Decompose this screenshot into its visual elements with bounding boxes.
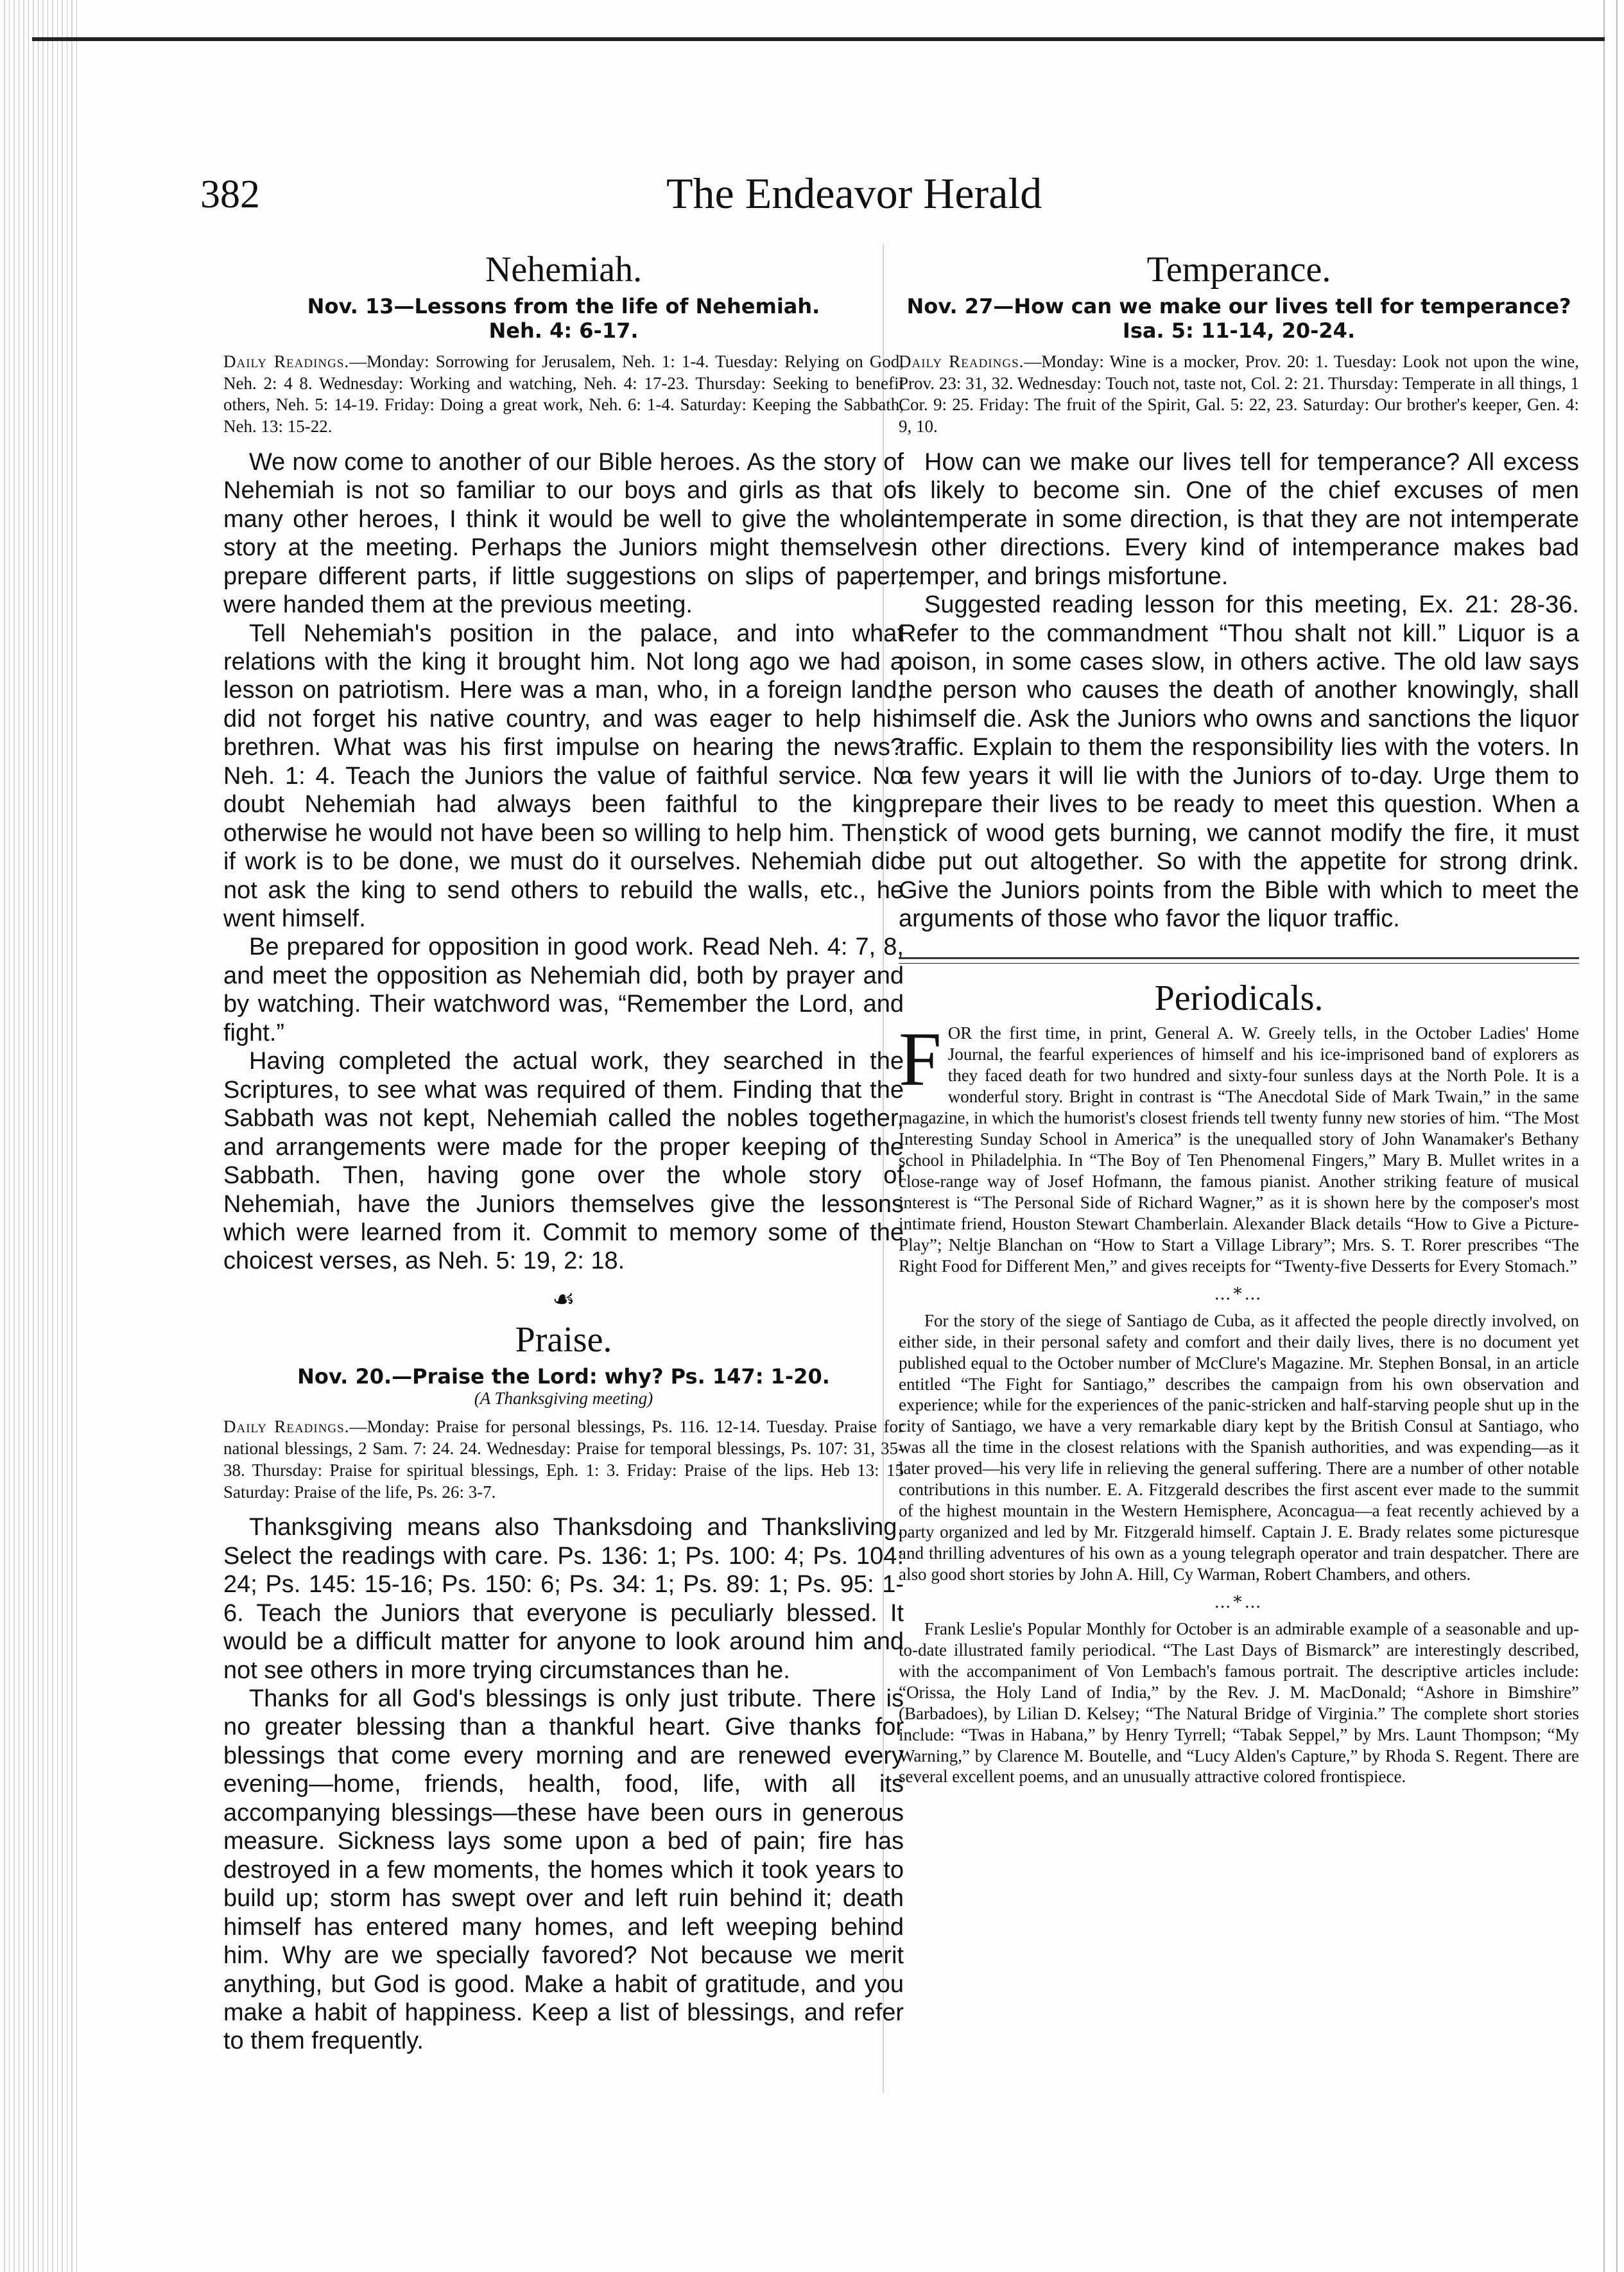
lesson-reference: Neh. 4: 6-17.: [488, 318, 639, 343]
binding-edge-left: [0, 0, 77, 2272]
lesson-heading: Nov. 13—Lessons from the life of Nehemiah.: [307, 294, 820, 318]
lesson-subtitle: (A Thanksgiving meeting): [474, 1389, 653, 1409]
paragraph: How can we make our lives tell for temperance? All excess is likely to become sin. One of the chief excuses of men intemperate in some direction, is that they are not intemperate in other directions. Every kind of intemperance makes bad temper, and brings misfortune.: [899, 448, 1579, 590]
page-number: 382: [200, 173, 260, 216]
daily-readings: [899, 351, 1579, 438]
section-title-periodicals: Periodicals.: [1154, 978, 1324, 1019]
double-rule: [899, 957, 1579, 964]
paragraph: Thanksgiving means also Thanksdoing and Thanksliving. Select the readings with care. Ps. 136: 1; Ps. 100: 4; Ps. 104: 24; Ps. 145: 15-16; Ps. 150: 6; Ps. 34: 1; Ps. 89: 1; Ps. 95: 1-6. Teach the Juniors that everyone is peculiarly blessed. It would be a difficult matter for anyone to look around him and not see others in more trying circumstances than he.: [223, 1514, 904, 1684]
drop-cap: F: [899, 1016, 942, 1102]
section-nehemiah: [223, 249, 904, 1276]
readings-text: —Monday: Wine is a mocker, Prov. 20: 1. Tuesday: Look not upon the wine, Prov. 23: 31, 32. Wednesday: Touch not, taste not, Col. 2: 21. Thursday: Temperate in all things, 1 Cor. 9: 25. Friday: The fruit of the Spirit, Gal. 5: 22, 23. Saturday: Our brother's keeper, Gen. 4: 9, 10.: [899, 351, 1579, 437]
ornament-hand-icon: ☙: [552, 1284, 575, 1314]
section-title-praise: Praise.: [515, 1319, 612, 1360]
magazine-title: The Endeavor Herald: [666, 169, 1042, 218]
lesson-heading: Nov. 27—How can we make our lives tell for temperance? Isa. 5: 11-14, 20-24.: [906, 294, 1571, 343]
paragraph: Be prepared for opposition in good work. Read Neh. 4: 7, 8, and meet the opposition as Nehemiah did, both by prayer and by watching. Their watchword was, “Remember the Lord, and fight.”: [223, 933, 904, 1046]
paragraph: We now come to another of our Bible heroes. As the story of Nehemiah is not so familiar to our boys and girls as that of many other heroes, I think it would be well to give the whole story at the meeting. Perhaps the Juniors might themselves prepare different parts, if little suggestions on slips of paper, were handed them at the previous meeting.: [223, 448, 904, 619]
section-title-nehemiah: Nehemiah.: [485, 250, 643, 290]
section-praise: [223, 1319, 904, 2056]
readings-label: Daily Readings.: [223, 351, 350, 371]
daily-readings: [223, 351, 904, 438]
readings-text: —Monday: Praise for personal blessings, Ps. 116. 12-14. Tuesday. Praise for national blessings, 2 Sam. 7: 24. 24. Wednesday: Praise for temporal blessings, Ps. 107: 31, 35-38. Thursday: Praise for spiritual blessings, Eph. 1: 3. Friday: Praise of the lips. Heb 13: 15 Saturday: Praise of the life, Ps. 26: 3-7.: [223, 1417, 904, 1502]
lesson-heading: Nov. 20.—Praise the Lord: why? Ps. 147: 1-20.: [297, 1364, 830, 1389]
section-title-temperance: Temperance.: [1146, 250, 1331, 290]
section-periodicals: [899, 978, 1579, 1787]
readings-label: Daily Readings.: [899, 351, 1024, 371]
paragraph: Thanks for all God's blessings is only just tribute. There is no greater blessing than a thankful heart. Give thanks for blessings that come every morning and are renewed every evening—home, friends, health, food, life, with all its accompanying blessings—these have been ours in generous measure. Sickness lays some upon a bed of pain; fire has destroyed in a few moments, the homes which it took years to build up; storm has swept over and left ruin behind it; death himself has entered many homes, and left weeping behind him. Why are we specially favored? Not because we merit anything, but God is good. Make a habit of gratitude, and you make a habit of happiness. Keep a list of blessings, and refer to them frequently.: [223, 1685, 904, 2055]
left-column: [223, 244, 904, 2056]
paragraph: Suggested reading lesson for this meeting, Ex. 21: 28-36. Refer to the commandment “Thou shalt not kill.” Liquor is a poison, in some cases slow, in others active. The old law says the person who causes the death of another knowingly, shall himself die. Ask the Juniors who owns and sanctions the liquor traffic. Explain to them the responsibility lies with the voters. In a few years it will lie with the Juniors of to-day. Urge them to prepare their lives to be ready to meet this question. When a stick of wood gets burning, we cannot modify the fire, it must be put out altogether. So with the appetite for strong drink. Give the Juniors points from the Bible with which to meet the arguments of those who favor the liquor traffic.: [899, 591, 1579, 933]
periodical-paragraph: For the story of the siege of Santiago de Cuba, as it affected the people directly involved, on either side, in their personal safety and comfort and their daily lives, there is no document yet published equal to the October number of McClure's Magazine. Mr. Stephen Bonsal, in an article entitled “The Fight for Santiago,” describes the campaign from his own observation and experience; while for the experiences of the panic-stricken and half-starving people shut up in the city of Santiago, we have a very remarkable diary kept by the British Consul at Santiago, who was all the time in the closest relations with the Spanish authorities, and was expending—as it later proved—his very life in relieving the general suffering. There are a number of other notable contributions in this number. E. A. Fitzgerald describes the first ascent ever made to the summit of the highest mountain in the Western Hemisphere, Aconcagua—a feat recently achieved by a party organized and led by Mr. Fitzgerald himself. Captain J. E. Brady relates some picturesque and thrilling adventures of his own as a young telegraph operator and train despatcher. There are also good short stories by John A. Hill, Cy Warman, Robert Chambers, and others.: [899, 1310, 1579, 1584]
separator: …*…: [1214, 1592, 1264, 1612]
section-temperance: [899, 249, 1579, 933]
paragraph: Having completed the actual work, they searched in the Scriptures, to see what was required of them. Finding that the Sabbath was not kept, Nehemiah called the nobles together, and arrangements were made for the proper keeping of the Sabbath. Then, having gone over the whole story of Nehemiah, have the Juniors themselves give the lessons which were learned from it. Commit to memory some of the choicest verses, as Neh. 5: 19, 2: 18.: [223, 1048, 904, 1275]
periodical-paragraph: [899, 1016, 1579, 1276]
readings-label: Daily Readings.: [223, 1417, 350, 1437]
paragraph: Tell Nehemiah's position in the palace, and into what relations with the king it brought him. Not long ago we had a lesson on patriotism. Here was a man, who, in a foreign land, did not forget his native country, and was eager to help his brethren. What was his first impulse on hearing the news? Neh. 1: 4. Teach the Juniors the value of faithful service. No doubt Nehemiah had always been faithful to the king, otherwise he would not have been so willing to help him. Then, if work is to be done, we must do it ourselves. Nehemiah did not ask the king to send others to rebuild the walls, etc., he went himself.: [223, 620, 904, 933]
periodical-paragraph: Frank Leslie's Popular Monthly for October is an admirable example of a seasonable and up-to-date illustrated family periodical. “The Last Days of Bismarck” are interestingly described, with the accompaniment of Von Lembach's famous portrait. The descriptive articles include: “Orissa, the Holy Land of India,” by the Rev. J. M. MacDonald; “Ashore in Bimshire” (Barbadoes), by Lilian D. Kelsey; “The Natural Bridge of Virginia.” The complete short stories include: “Twas in Habana,” by Henry Tyrrell; “Tabak Seppel,” by Mrs. Launt Thompson; “My Warning,” by Clarence M. Boutelle, and “Lucy Alden's Capture,” by Rhoda S. Regent. There are several excellent poems, and an unusually attractive colored frontispiece.: [899, 1618, 1579, 1787]
right-column: [899, 244, 1579, 1787]
periodical-text: OR the first time, in print, General A. W. Greely tells, in the October Ladies' Home Journal, the fearful experiences of himself and his ice-imprisoned band of explorers as they faced death for two hundred and sixty-four sunless days at the North Pole. It is a wonderful story. Bright in contrast is “The Anecdotal Side of Mark Twain,” in the same magazine, in which the humorist's closest friends tell twenty funny new stories of him. “The Most Interesting Sunday School in America” is the unequalled story of John Wanamaker's Bethany school in Philadelphia. In “The Boy of Ten Phenomenal Fingers,” Mary B. Mullet writes in a close-range way of Josef Hofmann, the famous pianist. Another striking feature of musical interest is “The Personal Side of Richard Wagner,” as it is shown here by the composer's most intimate friend, Houston Stewart Chamberlain. Alexander Black details “How to Give a Picture-Play”; Neltje Blanchan on “How to Start a Village Library”; Mrs. S. T. Rorer prescribes “The Right Food for Different Men,” and gives receipts for “Twenty-five Desserts for Every Stomach.”: [899, 1023, 1579, 1276]
separator: …*…: [1214, 1284, 1264, 1304]
daily-readings: [223, 1416, 904, 1503]
readings-text: —Monday: Sorrowing for Jerusalem, Neh. 1: 1-4. Tuesday: Relying on God, Neh. 2: 4 8. Wednesday: Working and watching, Neh. 4: 17-23. Thursday: Seeking to benefit others, Neh. 5: 14-19. Friday: Doing a great work, Neh. 6: 1-4. Saturday: Keeping the Sabbath, Neh. 13: 15-22.: [223, 351, 904, 437]
binding-edge-right: [1598, 0, 1624, 2272]
top-rule: [32, 37, 1605, 41]
